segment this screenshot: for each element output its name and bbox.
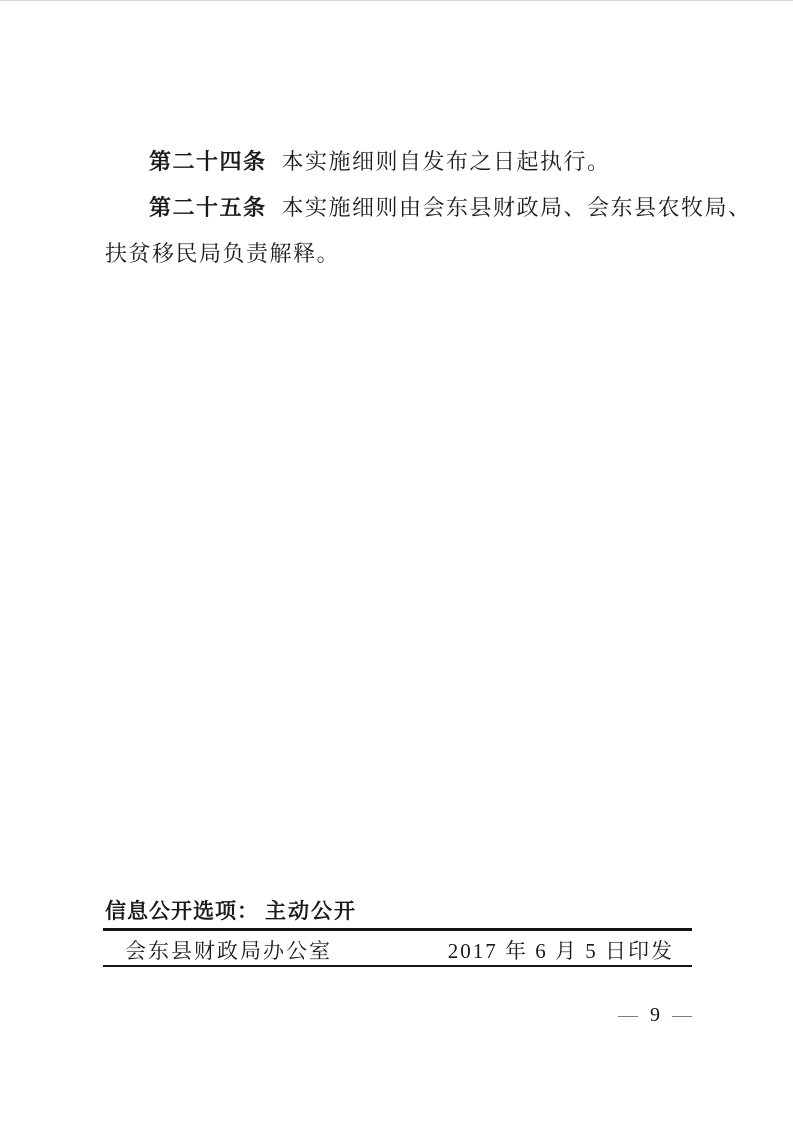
footer-rule-top — [103, 928, 692, 931]
clause-25-line-1 — [105, 193, 752, 223]
clause-25-line-2 — [105, 239, 705, 269]
disclosure-line — [105, 897, 357, 926]
clause-24-line — [105, 147, 705, 177]
page-number-right-dash: — — [672, 1004, 692, 1026]
scan-edge-artifact — [0, 0, 793, 1]
footer-rule-bottom — [103, 965, 692, 967]
page-number — [618, 1002, 692, 1028]
page-number-left-dash: — — [618, 1004, 638, 1026]
clause-25-text: 本实施细则由会东县财政局、会东县农牧局、 — [281, 195, 752, 220]
issuer-office: 会东县财政局办公室 — [125, 939, 332, 963]
clause-24-text: 本实施细则自发布之日起执行。 — [281, 149, 611, 174]
clause-24-heading: 第二十四条 — [149, 149, 267, 174]
clause-25-heading: 第二十五条 — [149, 195, 267, 220]
clause-25-text-continued: 扶贫移民局负责解释。 — [105, 241, 341, 266]
print-date: 2017 年 6 月 5 日印发 — [447, 939, 674, 963]
issuer-row — [103, 938, 692, 964]
page-number-value: 9 — [650, 1004, 660, 1026]
disclosure-label: 信息公开选项： — [105, 900, 259, 923]
disclosure-value: 主动公开 — [265, 899, 357, 923]
